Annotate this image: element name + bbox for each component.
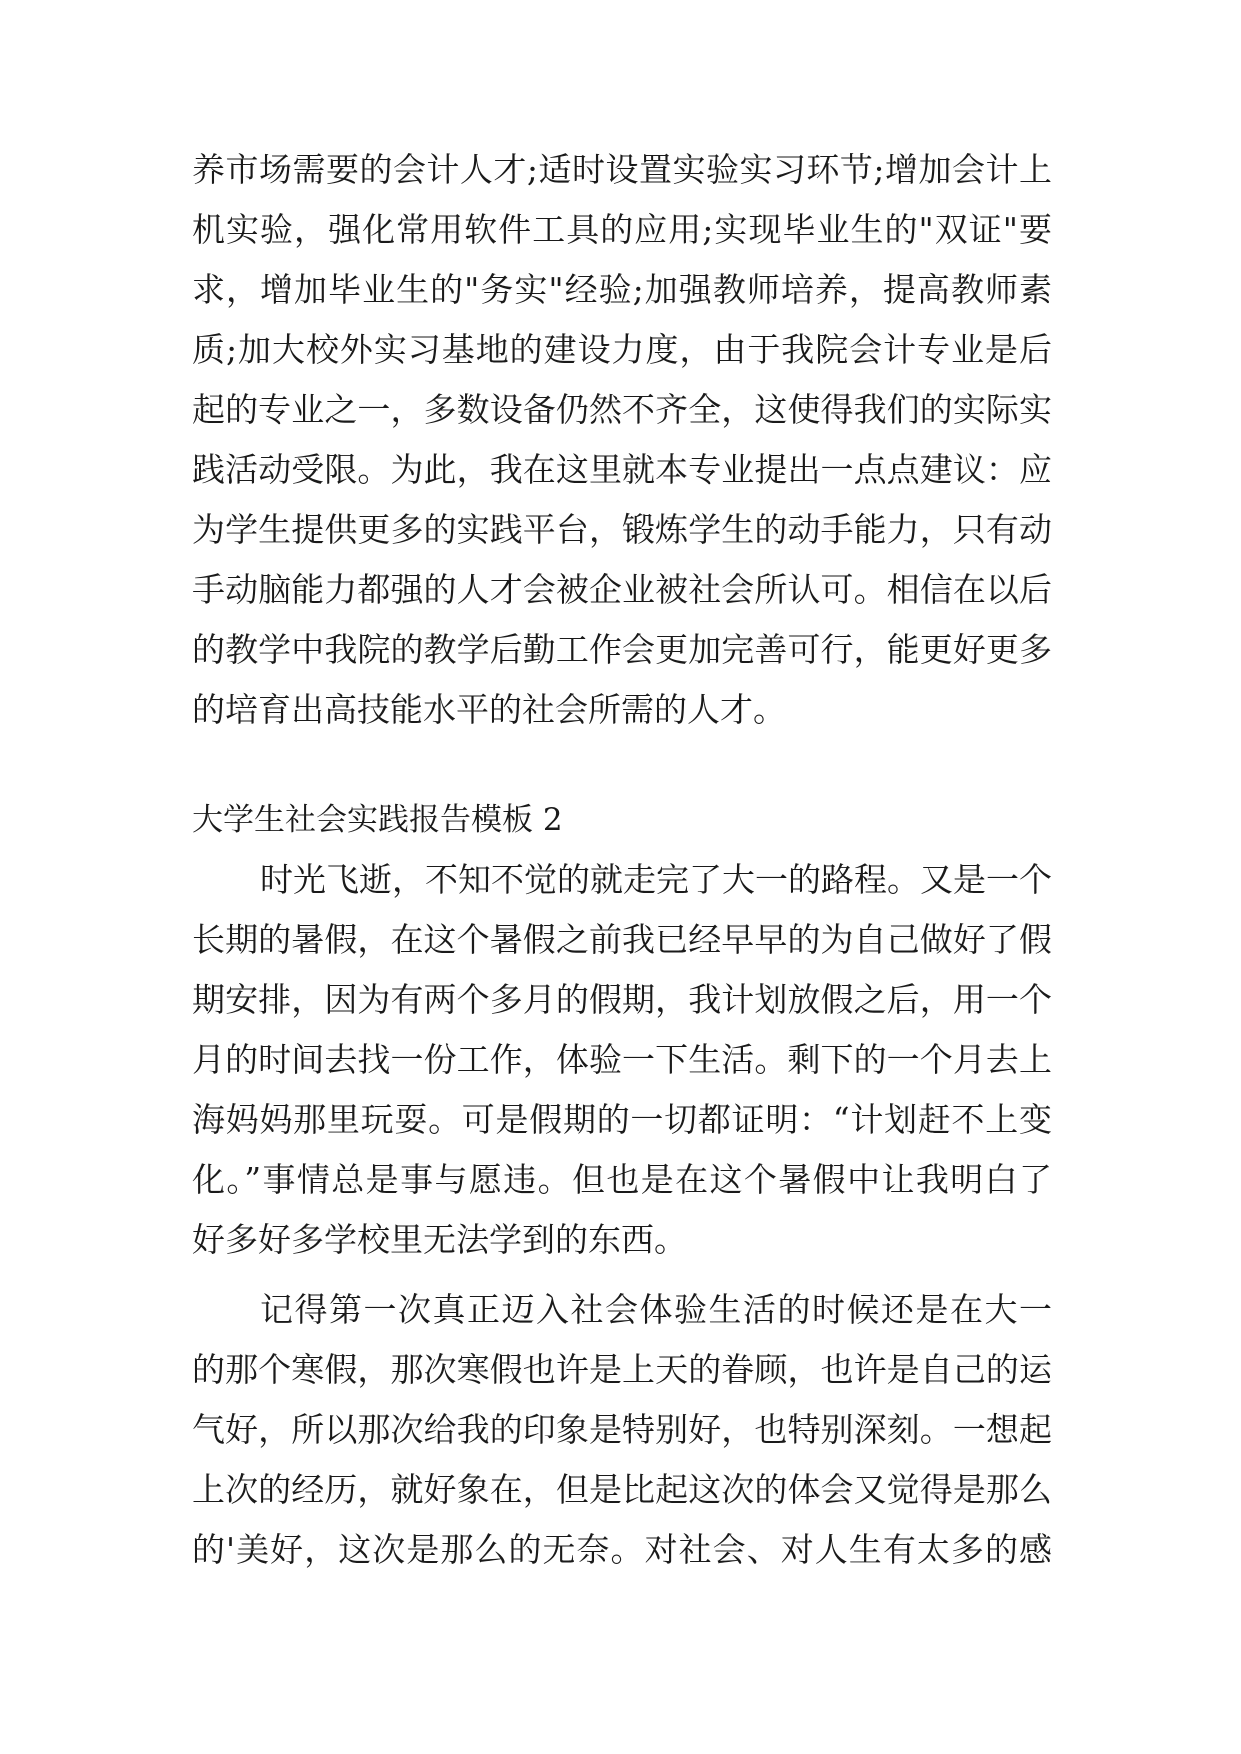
text-line: 长期的暑假，在这个暑假之前我已经早早的为自己做好了假 [192,920,1052,959]
text-line: 为学生提供更多的实践平台，锻炼学生的动手能力，只有动 [192,510,1052,549]
text-line: 的教学中我院的教学后勤工作会更加完善可行，能更好更多 [192,630,1052,669]
text-line: 的那个寒假，那次寒假也许是上天的眷顾，也许是自己的运 [192,1350,1052,1389]
text-line: 记得第一次真正迈入社会体验生活的时候还是在大一 [260,1290,1052,1329]
section-heading: 大学生社会实践报告模板 2 [192,802,563,838]
text-line: 上次的经历，就好象在，但是比起这次的体会又觉得是那么 [192,1470,1052,1509]
text-line: 时光飞逝，不知不觉的就走完了大一的路程。又是一个 [260,860,1052,899]
text-line: 求，增加毕业生的"务实"经验;加强教师培养，提高教师素 [192,270,1052,309]
text-line: 海妈妈那里玩耍。可是假期的一切都证明：“计划赶不上变 [192,1100,1052,1139]
text-line: 气好，所以那次给我的印象是特别好，也特别深刻。一想起 [192,1410,1052,1449]
text-line: 的培育出高技能水平的社会所需的人才。 [192,690,786,729]
text-line: 月的时间去找一份工作，体验一下生活。剩下的一个月去上 [192,1040,1052,1079]
text-line: 期安排，因为有两个多月的假期，我计划放假之后，用一个 [192,980,1052,1019]
text-line: 化。”事情总是事与愿违。但也是在这个暑假中让我明白了 [192,1160,1052,1199]
text-line: 养市场需要的会计人才;适时设置实验实习环节;增加会计上 [192,150,1052,189]
text-line: 的'美好，这次是那么的无奈。对社会、对人生有太多的感 [192,1530,1052,1569]
text-line: 起的专业之一，多数设备仍然不齐全，这使得我们的实际实 [192,390,1052,429]
text-line: 手动脑能力都强的人才会被企业被社会所认可。相信在以后 [192,570,1052,609]
text-line: 践活动受限。为此，我在这里就本专业提出一点点建议：应 [192,450,1052,489]
text-line: 好多好多学校里无法学到的东西。 [192,1220,687,1259]
text-line: 质;加大校外实习基地的建设力度，由于我院会计专业是后 [192,330,1052,369]
text-line: 机实验，强化常用软件工具的应用;实现毕业生的"双证"要 [192,210,1052,249]
